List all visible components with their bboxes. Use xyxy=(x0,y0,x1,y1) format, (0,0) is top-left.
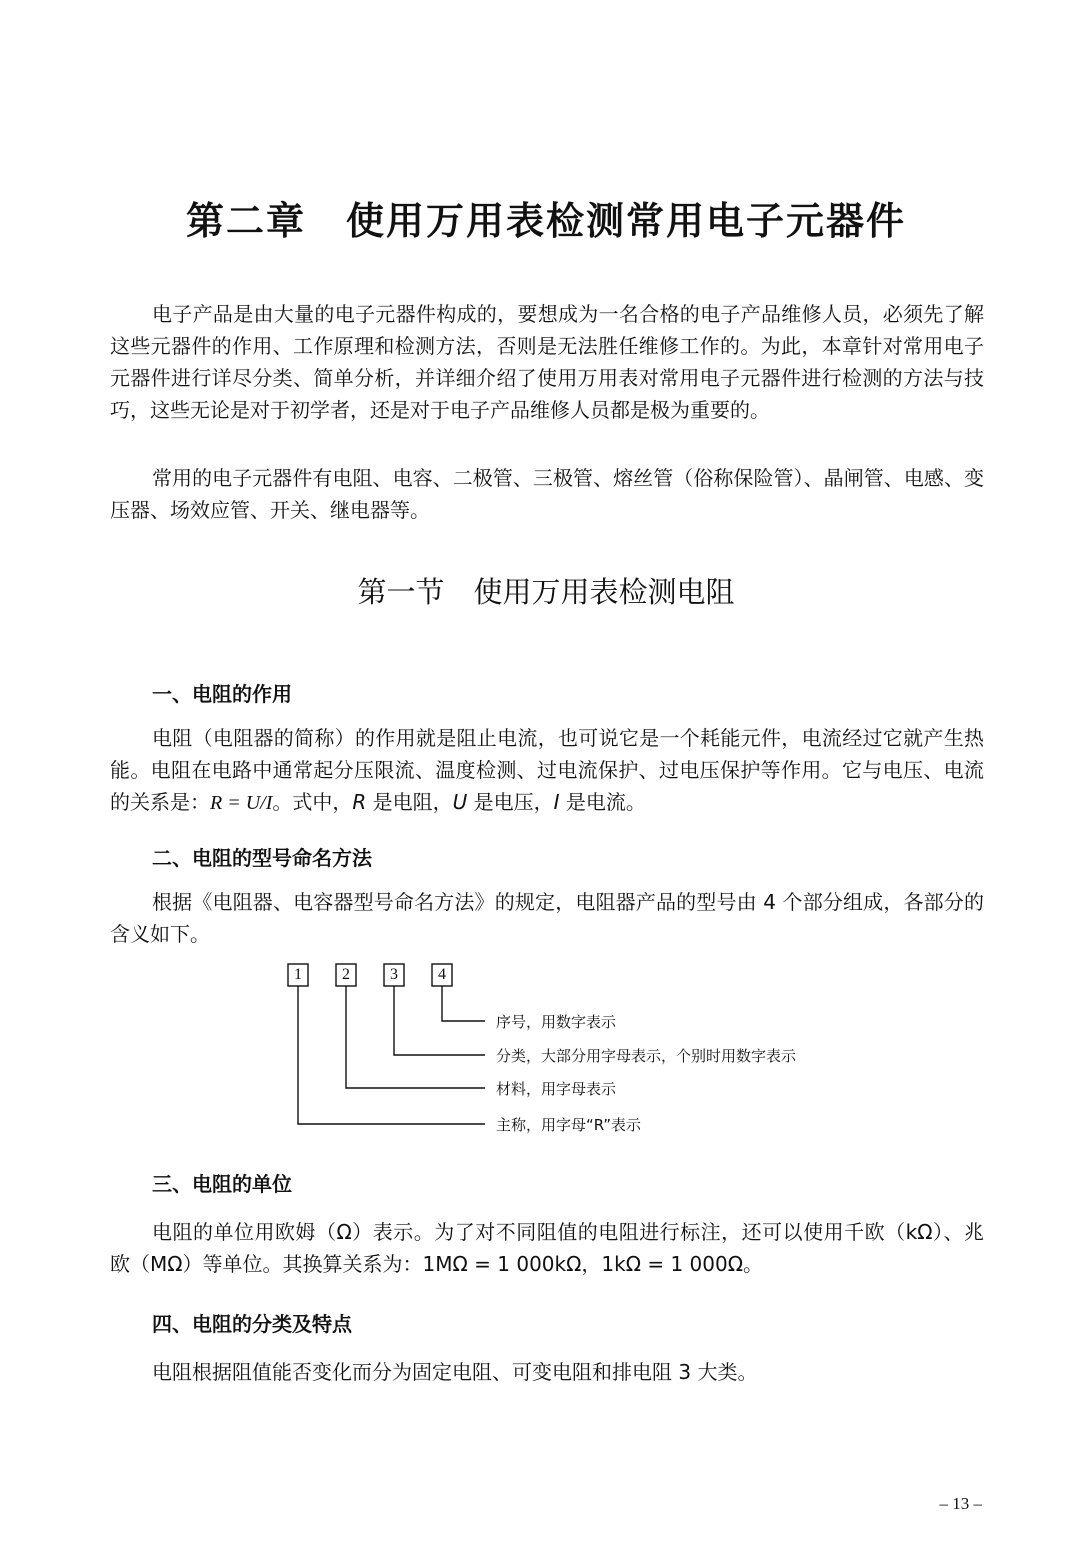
resistor-classification-paragraph xyxy=(110,1356,984,1388)
subheading-model-naming: 二、电阻的型号命名方法 xyxy=(152,846,372,870)
diagram-box-label-1: 1 xyxy=(294,966,302,983)
resistor-classification-text: 电阻根据阻值能否变化而分为固定电阻、可变电阻和排电阻 3 大类。 xyxy=(152,1360,758,1384)
function-text-b: 。式中， xyxy=(272,790,353,814)
subheading-resistor-unit: 三、电阻的单位 xyxy=(152,1172,292,1196)
diagram-box-label-3: 3 xyxy=(390,966,398,983)
function-text-a: 电阻（电阻器的简称）的作用就是阻止电流，也可说它是一个耗能元件，电流经过它就产生热能。电阻在电路中通常起分压限流、温度检测、过电流保护、过电压保护等作用。它与电压、电流的关系是： xyxy=(110,726,984,814)
diagram-line-4 xyxy=(442,986,485,1021)
var-i: I xyxy=(553,790,560,814)
resistor-unit-text: 电阻的单位用欧姆（Ω）表示。为了对不同阻值的电阻进行标注，还可以使用千欧（kΩ）、兆欧（MΩ）等单位。其换算关系为：1MΩ = 1 000kΩ，1kΩ = 1 000Ω。 xyxy=(110,1220,984,1276)
intro-paragraph-2-text: 常用的电子元器件有电阻、电容、二极管、三极管、熔丝管（俗称保险管）、晶闸管、电感、变压器、场效应管、开关、继电器等。 xyxy=(110,466,984,522)
model-naming-diagram xyxy=(280,958,840,1138)
function-text-c: 是电阻， xyxy=(366,790,453,814)
diagram-label-serial: 序号，用数字表示 xyxy=(496,1013,617,1031)
subheading-resistor-classification: 四、电阻的分类及特点 xyxy=(152,1312,352,1336)
function-text-e: 是电流。 xyxy=(559,790,646,814)
function-text-d: 是电压， xyxy=(467,790,554,814)
diagram-box-label-2: 2 xyxy=(342,966,350,983)
model-naming-paragraph xyxy=(110,886,984,950)
intro-paragraph-2 xyxy=(110,462,984,526)
diagram-label-main-name: 主称，用字母“R”表示 xyxy=(496,1116,642,1134)
diagram-line-2 xyxy=(346,986,485,1088)
subheading-resistor-function: 一、电阻的作用 xyxy=(152,682,292,706)
ohms-law-formula xyxy=(210,790,272,814)
resistor-unit-paragraph xyxy=(110,1216,984,1280)
page-number: – 13 – xyxy=(939,1494,982,1513)
diagram-box-label-4: 4 xyxy=(438,966,446,983)
var-u: U xyxy=(452,790,468,814)
section-title: 第一节 使用万用表检测电阻 xyxy=(357,575,735,609)
formula-text: R = U/I xyxy=(210,792,273,814)
resistor-function-paragraph xyxy=(110,722,984,819)
diagram-label-category: 分类，大部分用字母表示，个别时用数字表示 xyxy=(496,1047,797,1065)
diagram-label-material: 材料，用字母表示 xyxy=(496,1080,617,1098)
intro-paragraph-1-text: 电子产品是由大量的电子元器件构成的，要想成为一名合格的电子产品维修人员，必须先了解这些元器件的作用、工作原理和检测方法，否则是无法胜任维修工作的。为此，本章针对常用电子元器件进行详尽分类、简单分析，并详细介绍了使用万用表对常用电子元器件进行检测的方法与技巧，这些无论是对于初学者，还是对于电子产品维修人员都是极为重要的。 xyxy=(110,302,984,422)
chapter-title: 第二章 使用万用表检测常用电子元器件 xyxy=(185,198,906,243)
model-naming-text: 根据《电阻器、电容器型号命名方法》的规定，电阻器产品的型号由 4 个部分组成，各部分的含义如下。 xyxy=(110,890,984,946)
var-r: R xyxy=(352,790,367,814)
intro-paragraph-1 xyxy=(110,298,984,426)
